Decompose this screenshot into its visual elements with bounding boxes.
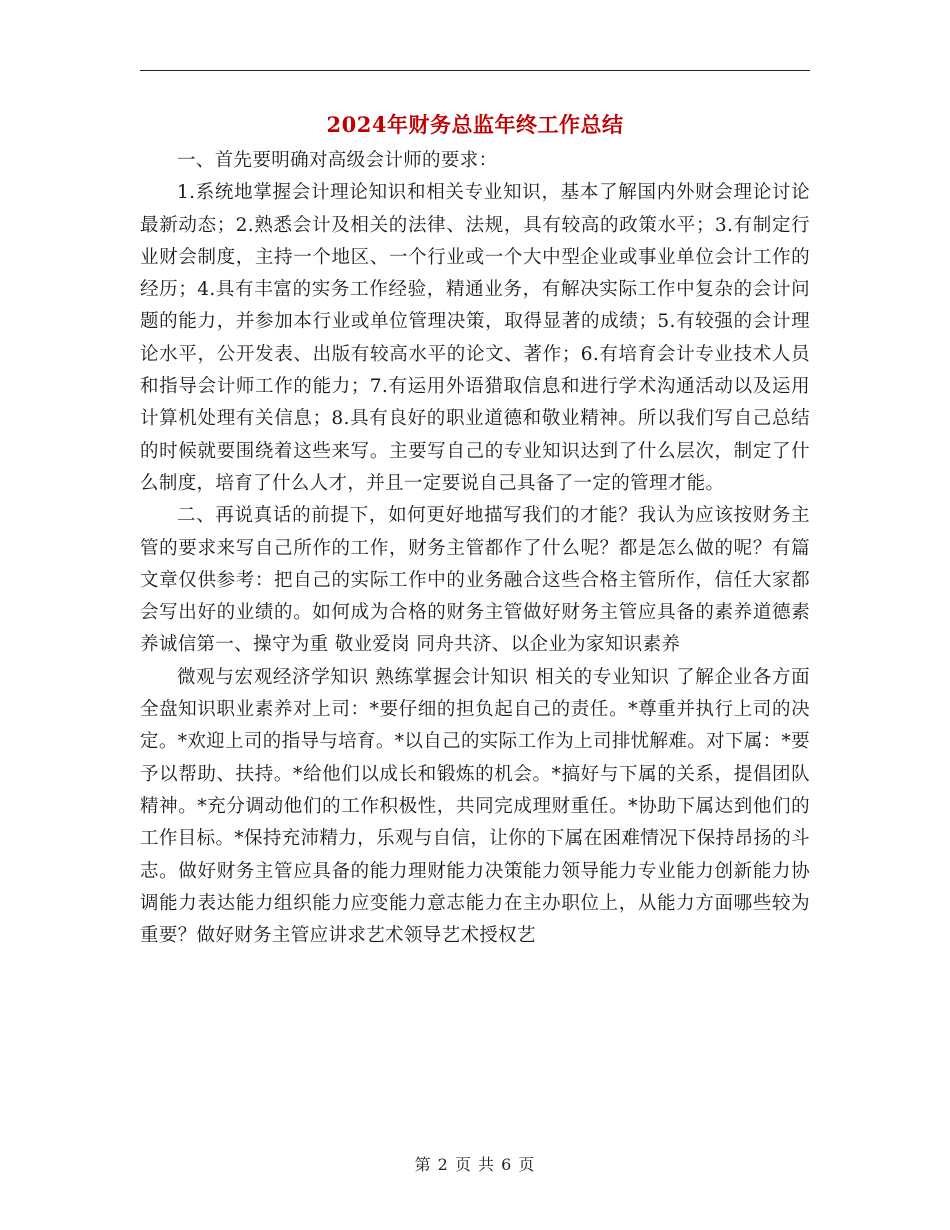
header-rule (140, 70, 810, 71)
document-title: 2024年财务总监年终工作总结 (326, 112, 624, 137)
paragraph-section-one-heading: 一、首先要明确对高级会计师的要求： (177, 150, 498, 171)
paragraph-section-two: 二、再说真话的前提下，如何更好地描写我们的才能？我认为应该按财务主管的要求来写自己所作的工作，财务主管都作了什么呢？都是怎么做的呢？有篇文章仅供参考：把自己的实际工作中的业务融合这些合格主管所作，信任大家都会写出好的业绩的。如何成为合格的财务主管做好财务主管应具备的素养道德素养诚信第一、操守为重 敬业爱岗 同舟共济、以企业为家知识素养 (140, 505, 810, 656)
page-number-footer: 第 2 页 共 6 页 (414, 1155, 536, 1174)
paragraph-knowledge-and-abilities: 微观与宏观经济学知识 熟练掌握会计知识 相关的专业知识 了解企业各方面全盘知识职业素养对上司：*要仔细的担负起自己的责任。*尊重并执行上司的决定。*欢迎上司的指导与培育。*以自己的实际工作为上司排忧解难。对下属：*要予以帮助、扶持。*给他们以成长和锻炼的机会。*搞好与下属的关系，提倡团队精神。*充分调动他们的工作积极性，共同完成理财重任。*协助下属达到他们的工作目标。*保持充沛精力，乐观与自信，让你的下属在困难情况下保持昂扬的斗志。做好财务主管应具备的能力理财能力决策能力领导能力专业能力创新能力协调能力表达能力组织能力应变能力意志能力在主办职位上，从能力方面哪些较为重要？做好财务主管应讲求艺术领导艺术授权艺 (140, 666, 810, 947)
document-body (140, 145, 810, 952)
paragraph-requirements: 1.系统地掌握会计理论知识和相关专业知识，基本了解国内外财会理论讨论最新动态；2.熟悉会计及相关的法律、法规，具有较高的政策水平；3.有制定行业财会制度，主持一个地区、一个行业或一个大中型企业或事业单位会计工作的经历；4.具有丰富的实务工作经验，精通业务，有解决实际工作中复杂的会计问题的能力，并参加本行业或单位管理决策，取得显著的成绩；5.有较强的会计理论水平，公开发表、出版有较高水平的论文、著作；6.有培育会计专业技术人员和指导会计师工作的能力；7.有运用外语猎取信息和进行学术沟通活动以及运用计算机处理有关信息；8.具有良好的职业道德和敬业精神。所以我们写自己总结的时候就要围绕着这些来写。主要写自己的专业知识达到了什么层次，制定了什么制度，培育了什么人才，并且一定要说自己具备了一定的管理才能。 (140, 182, 810, 494)
